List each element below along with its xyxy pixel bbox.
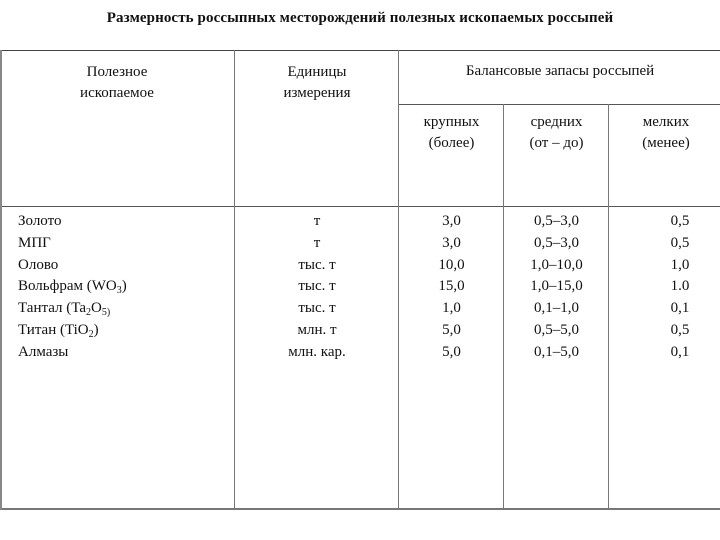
- table-cell-unit: тыс. т: [298, 256, 336, 273]
- table-row-mineral: Олово: [18, 256, 59, 273]
- table-cell-small: 0,5: [670, 321, 690, 338]
- table-cell-small: 0,5: [670, 234, 690, 251]
- column-units: [236, 211, 398, 364]
- table-cell-large: 5,0: [442, 321, 461, 338]
- table-cell-small: 1.0: [670, 278, 690, 295]
- table-cell-medium: 0,1–5,0: [534, 343, 579, 360]
- table-cell-medium: 1,0–10,0: [530, 256, 583, 273]
- page-title: Размерность россыпных месторождений полезных ископаемых россыпей: [106, 10, 614, 26]
- table-cell-unit: т: [313, 234, 321, 251]
- table-cell-large: 3,0: [442, 213, 461, 229]
- table-cell-medium: 0,1–1,0: [534, 300, 579, 317]
- table-cell-large: 15,0: [438, 278, 465, 295]
- table-top-border: [0, 50, 720, 51]
- left-border: [0, 50, 2, 510]
- divider-units-reserves: [398, 50, 399, 510]
- table-cell-unit: млн. кар.: [288, 343, 346, 360]
- table-bottom-border: [0, 508, 720, 510]
- table-cell-medium: 1,0–15,0: [530, 278, 583, 295]
- header-units: Единицы измерения: [283, 64, 351, 101]
- table-cell-small: 0,1: [670, 343, 690, 360]
- table-cell-medium: 0,5–5,0: [534, 321, 579, 338]
- divider-large-medium: [503, 104, 504, 510]
- header-small: мелких (менее): [642, 114, 690, 151]
- header-bottom-rule: [0, 206, 720, 207]
- table-cell-large: 10,0: [438, 256, 465, 273]
- table-cell-unit: т: [313, 213, 321, 229]
- column-medium: [505, 211, 608, 364]
- table-cell-unit: тыс. т: [298, 278, 336, 295]
- divider-mineral-units: [234, 50, 235, 510]
- table-cell-medium: 0,5–3,0: [534, 234, 579, 251]
- column-mineral: [18, 211, 127, 364]
- table-row-mineral: Алмазы: [18, 343, 69, 360]
- table-cell-small: 0,1: [670, 300, 690, 317]
- column-large: [400, 211, 503, 364]
- table-cell-large: 5,0: [442, 343, 461, 360]
- table-cell-small: 1,0: [670, 256, 690, 273]
- table-row-mineral: Золото: [18, 213, 62, 229]
- subheader-rule: [398, 104, 720, 105]
- header-reserves: Балансовые запасы россыпей: [465, 63, 655, 79]
- table-row-mineral: Вольфрам $(WO_3)$: [18, 278, 127, 297]
- table-row-mineral: Титан (TiO$_2$): [18, 321, 99, 340]
- divider-medium-small: [608, 104, 609, 510]
- table-cell-large: 1,0: [442, 300, 461, 317]
- table-row-mineral: МПГ: [18, 234, 51, 251]
- header-medium: средних (от – до): [529, 114, 584, 151]
- table-cell-unit: тыс. т: [298, 300, 336, 317]
- table-cell-unit: млн. т: [297, 321, 337, 338]
- header-mineral: Полезное ископаемое: [80, 64, 154, 101]
- table-cell-large: 3,0: [442, 234, 461, 251]
- table-cell-medium: 0,5–3,0: [534, 213, 579, 229]
- column-small: [630, 211, 720, 364]
- header-large: крупных (более): [423, 114, 480, 151]
- table-row-mineral: Тантал ($Ta_2O_{5)}$: [18, 300, 111, 319]
- table-cell-small: 0,5: [670, 213, 690, 229]
